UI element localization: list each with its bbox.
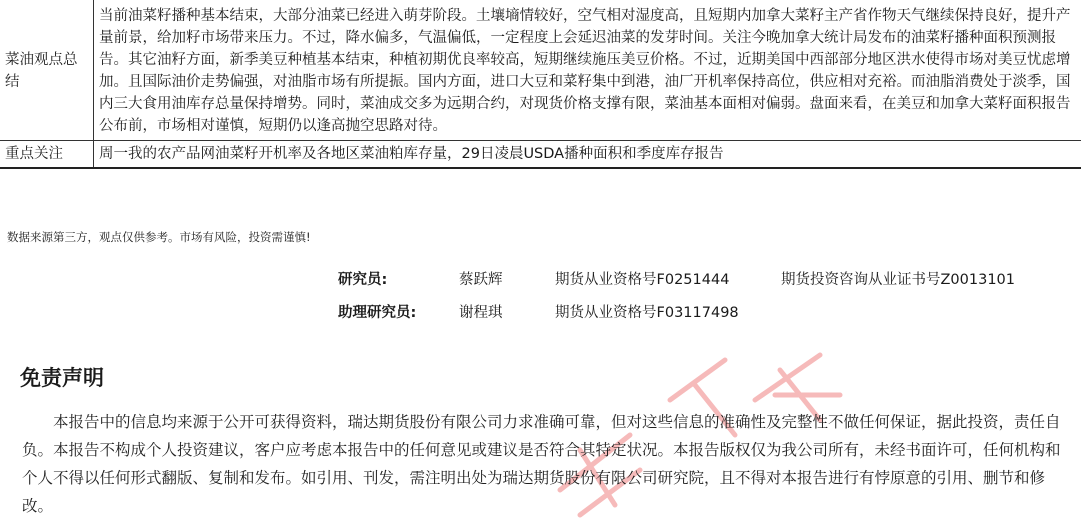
assistant-role: 助理研究员: bbox=[338, 305, 417, 321]
assistant-name: 谢程琪 bbox=[459, 305, 503, 321]
researcher-role: 研究员: bbox=[338, 272, 388, 288]
researcher-name: 蔡跃辉 bbox=[459, 272, 503, 288]
disclaimer-body: 本报告中的信息均来源于公开可获得资料，瑞达期货股份有限公司力求准确可靠，但对这些信息的准确性及完整性不做任何保证，据此投资，责任自负。本报告不构成个人投资建议，客户应考虑本报告中的任何意见或建议是否符合其特定状况。本报告版权仅为我公司所有，未经书面许可，任何机构和个人不得以任何形式翻版、复制和发布。如引用、刊发，需注明出处为瑞达期货股份有限公司研究院，且不得对本报告进行有悖原意的引用、删节和修改。 bbox=[22, 413, 1061, 515]
row-label-focus: 重点关注 bbox=[0, 141, 94, 169]
summary-table bbox=[0, 0, 1081, 169]
assistant-qualification-number: 期货从业资格号F03117498 bbox=[555, 305, 739, 321]
table-row bbox=[0, 141, 1081, 169]
row-label-summary: 菜油观点总结 bbox=[0, 0, 94, 141]
row-content-focus: 周一我的农产品网油菜籽开机率及各地区菜油粕库存量，29日凌晨USDA播种面积和季度库存报告 bbox=[94, 141, 1082, 169]
source-note: 数据来源第三方，观点仅供参考。市场有风险，投资需谨慎! bbox=[7, 230, 311, 244]
disclaimer-title: 免责声明 bbox=[20, 366, 104, 390]
consult-license-number: 期货投资咨询从业证书号Z0013101 bbox=[781, 272, 1016, 288]
qualification-number: 期货从业资格号F0251444 bbox=[555, 272, 730, 288]
row-content-summary: 当前油菜籽播种基本结束，大部分油菜已经进入萌芽阶段。土壤墒情较好，空气相对湿度高，且短期内加拿大菜籽主产省作物天气继续保持良好，提升产量前景，给加籽市场带来压力。不过，降水偏多，气温偏低，一定程度上会延迟油菜的发芽时间。关注今晚加拿大统计局发布的油菜籽播种面积预测报告。其它油籽方面，新季美豆种植基本结束，种植初期优良率较高，短期继续施压美豆价格。不过，近期美国中西部部分地区洪水使得市场对美豆忧虑增加。且国际油价走势偏强，对油脂市场有所提振。国内方面，进口大豆和菜籽集中到港，油厂开机率保持高位，供应相对充裕。而油脂消费处于淡季，国内三大食用油库存总量保持增势。同时，菜油成交多为远期合约，对现货价格支撑有限，菜油基本面相对偏弱。盘面来看，在美豆和加拿大菜籽面积报告公布前，市场相对谨慎，短期仍以逢高抛空思路对待。 bbox=[99, 8, 1071, 134]
table-row bbox=[0, 0, 1081, 141]
